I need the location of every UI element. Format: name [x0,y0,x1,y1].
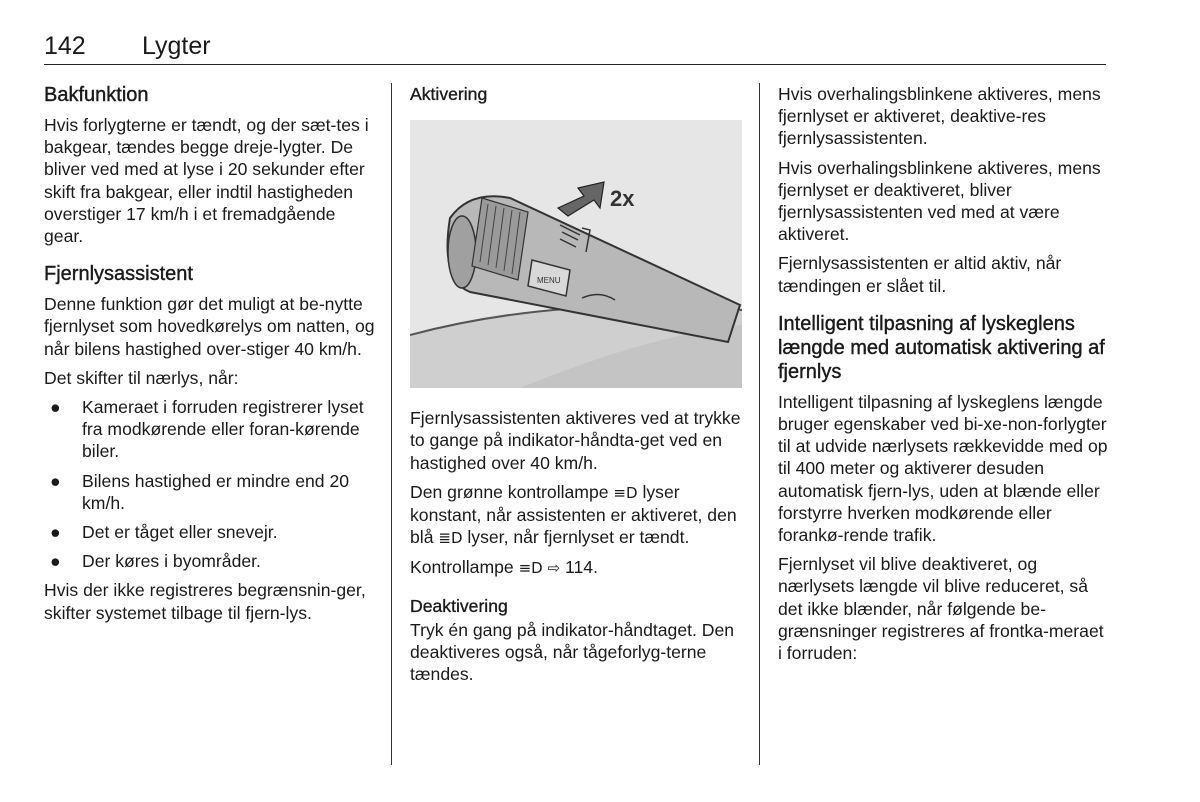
heading-deaktivering: Deaktivering [410,595,508,616]
assist-indicator-icon: ≡D [613,483,638,502]
paragraph-altid-aktiv: Fjernlysassistenten er altid aktiv, når tændingen er slået til. [778,253,1062,296]
paragraph-bakfunktion: Hvis forlygterne er tændt, og der sæt-tes i bakgear, tændes begge dreje-lygter. De bliver ved med at lyse i 20 sekunder efter skift fra bakgear, eller indtil hastigheden overstiger 17 km/h i et fremadgående gear. [44,115,369,247]
paragraph-overhaling-1: Hvis overhalingsblinkene aktiveres, mens fjernlyset er aktiveret, deaktive-res fjernlysassistenten. [778,84,1101,149]
heading-bakfunktion: Bakfunktion [44,84,149,106]
paragraph-deaktivering: Tryk én gang på indikator-håndtaget. Den deaktiveres også, når tågeforlyg-terne tændes. [410,619,735,685]
figure-label-2x: 2x [610,186,635,211]
stalk-illustration [410,120,742,388]
bullet-icon: ● [50,397,61,418]
paragraph-deaktiveret: Fjernlyset vil blive deaktiveret, og nærlysets længde vil blive reduceret, så det ikke blænder, når følgende be-grænsninger registreres af frontka-meraet i forruden: [778,554,1104,664]
paragraph-aktivering: Fjernlysassistenten aktiveres ved at trykke to gange på indikator-håndta-get ved en hastighed over 40 km/h. [410,408,741,473]
column-right [778,83,1108,671]
assist-indicator-icon: ≡D [518,559,543,578]
menu-label: MENU [537,276,561,285]
paragraph-kontrollampe: Den grønne kontrollampe ≡D lyser konstant, når assistenten er aktiveret, den blå ≣D lyser, når fjernlyset er tændt. [410,481,737,548]
bullet-icon: ● [50,551,61,572]
column-divider-2 [759,83,760,765]
list-item: ● Det er tåget eller snevejr. [50,522,278,543]
paragraph-hvis: Hvis der ikke registreres begrænsnin-ger, skifter systemet tilbage til fjern-lys. [44,580,366,623]
paragraph-intelligent: Intelligent tilpasning af lyskeglens længde bruger egenskaber ved bi-xe-non-forlygter til at udvide nærlysets rækkevidde med op til 400 meter og aktiverer desuden automatisk fjern-lys, uden at blænde eller forstyrre hverken modkørende eller forankø-rende trafik. [778,391,1108,546]
column-left [44,83,376,631]
column-divider-1 [391,83,392,765]
list-item: ● Bilens hastighed er mindre end 20 km/h. [50,470,350,513]
list-item: ● Kameraet i forruden registrerer lyset fra modkørende eller foran-kørende biler. [50,397,364,462]
high-beam-icon: ≣D [438,529,463,548]
page-number: 142 [44,32,86,60]
paragraph-overhaling-2: Hvis overhalingsblinkene aktiveres, mens fjernlyset er deaktiveret, bliver fjernlysassistenten ved med at være aktiveret. [778,157,1101,245]
page-header [44,32,1106,65]
column-middle [410,83,742,692]
reference-arrow-icon[interactable]: ⇨ [547,559,561,578]
heading-intelligent: Intelligent tilpasning af lyskeglens længde med automatisk aktivering af fjernlys [778,312,1105,383]
chapter-title: Lygter [142,32,211,60]
bullet-icon: ● [50,522,61,543]
bullet-icon: ● [50,470,61,491]
conditions-list [44,396,376,572]
list-item: ● Der køres i byområder. [50,551,261,572]
heading-aktivering: Aktivering [410,84,488,104]
paragraph-fjernlysassistent: Denne funktion gør det muligt at be-nytte fjernlyset som hovedkørelys om natten, og når bilens hastighed over-stiger 40 km/h. [44,294,375,359]
paragraph-reference: Kontrollampe ≡D ⇨ 114. [410,557,598,578]
page-reference-link[interactable]: 114. [565,557,598,578]
heading-fjernlysassistent: Fjernlysassistent [44,263,193,286]
paragraph-skifter: Det skifter til nærlys, når: [44,367,239,388]
